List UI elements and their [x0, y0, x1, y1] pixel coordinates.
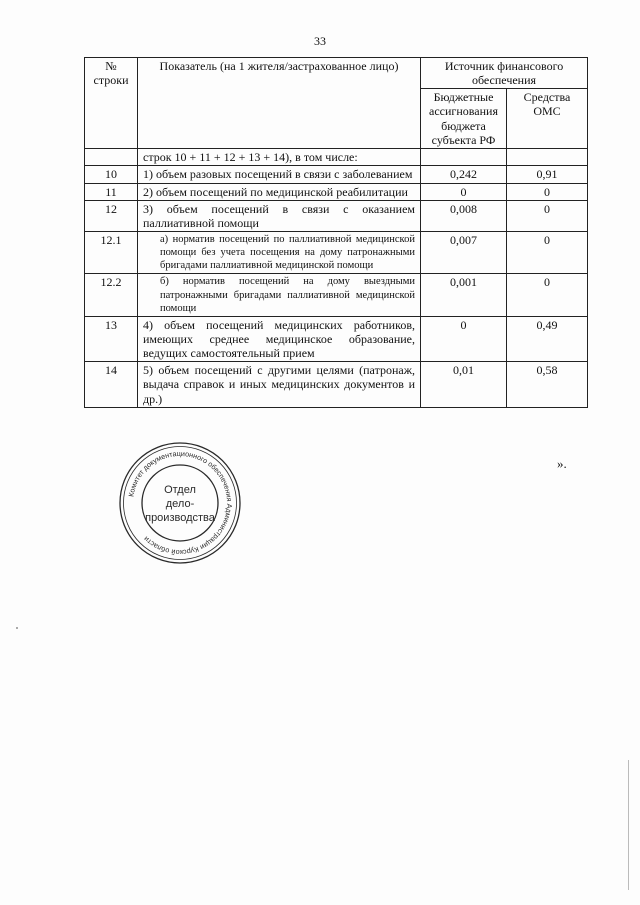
- row-number: 13: [85, 316, 138, 361]
- header-oms: Средства ОМС: [507, 89, 588, 149]
- continuation-text: строк 10 + 11 + 12 + 13 + 14), в том числе:: [138, 149, 421, 166]
- row-oms-value: 0: [507, 274, 588, 316]
- margin-mark: [628, 760, 629, 890]
- closing-quote: ».: [557, 456, 567, 471]
- table-row: [85, 166, 588, 183]
- table-row: [85, 200, 588, 231]
- row-indicator: 5) объем посещений с другими целями (патронаж, выдача справок и иных медицинских документов и др.): [138, 362, 421, 407]
- row-indicator: б) норматив посещений на дому выездными патронажными бригадами паллиативной медицинской помощи: [138, 274, 421, 316]
- row-number: 14: [85, 362, 138, 407]
- row-budget-value: 0,007: [421, 232, 507, 274]
- indicator-table: [84, 57, 588, 408]
- header-source: Источник финансового обеспечения: [421, 58, 588, 89]
- row-budget-value: 0,008: [421, 200, 507, 231]
- table-row: [85, 183, 588, 200]
- row-oms-value: 0,91: [507, 166, 588, 183]
- row-number: 12.2: [85, 274, 138, 316]
- margin-dot: [16, 627, 18, 629]
- page-number: 33: [314, 34, 326, 48]
- row-indicator: а) норматив посещений по паллиативной медицинской помощи без учета посещения на дому патронажными бригадами паллиативной медицинской помощи: [138, 232, 421, 274]
- row-indicator: 1) объем разовых посещений в связи с заболеванием: [138, 166, 421, 183]
- stamp-line-3: производства: [145, 512, 215, 524]
- row-oms-value: 0,49: [507, 316, 588, 361]
- stamp-line-1: Отдел: [164, 484, 196, 496]
- row-oms-value: 0: [507, 232, 588, 274]
- department-stamp: [118, 441, 242, 565]
- row-indicator: 3) объем посещений в связи с оказанием паллиативной помощи: [138, 200, 421, 231]
- stamp-ring-path: Комитет документационного обеспечения Администрации Курской области: [126, 448, 235, 558]
- row-number: 12.1: [85, 232, 138, 274]
- table-row: [85, 274, 588, 316]
- row-oms-value: 0: [507, 183, 588, 200]
- row-indicator: 4) объем посещений медицинских работников, имеющих среднее медицинское образование, ведущих самостоятельный прием: [138, 316, 421, 361]
- row-oms-value: 0: [507, 200, 588, 231]
- table-row: [85, 232, 588, 274]
- row-budget-value: 0,242: [421, 166, 507, 183]
- row-budget-value: 0,01: [421, 362, 507, 407]
- row-number: 12: [85, 200, 138, 231]
- row-indicator: 2) объем посещений по медицинской реабилитации: [138, 183, 421, 200]
- row-number: 10: [85, 166, 138, 183]
- row-budget-value: 0,001: [421, 274, 507, 316]
- table-row: [85, 362, 588, 407]
- stamp-line-2: дело-: [165, 498, 195, 510]
- row-oms-value: 0,58: [507, 362, 588, 407]
- header-row-no: № строки: [85, 58, 138, 149]
- header-budget: Бюджетные ассигнования бюджета субъекта РФ: [421, 89, 507, 149]
- table-row-continuation: [85, 149, 588, 166]
- row-budget-value: 0: [421, 316, 507, 361]
- table-row: [85, 316, 588, 361]
- header-indicator: Показатель (на 1 жителя/застрахованное лицо): [138, 58, 421, 149]
- row-budget-value: 0: [421, 183, 507, 200]
- row-number: 11: [85, 183, 138, 200]
